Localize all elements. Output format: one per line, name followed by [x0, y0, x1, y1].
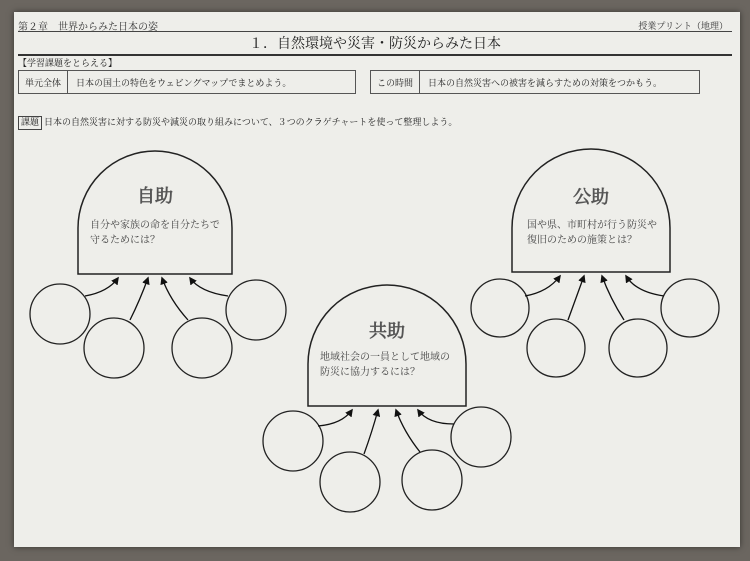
self-help-dome: [78, 151, 232, 274]
mutual-help-arrow-3: [396, 410, 420, 452]
unit-goal-label: 単元全体: [19, 71, 68, 93]
public-help-question-line2: 復旧のための施策とは？: [527, 235, 637, 246]
lesson-goal-label: この時間: [371, 71, 420, 93]
public-help-circle-3[interactable]: [609, 319, 667, 377]
chapter-heading: 第２章 世界からみた日本の姿: [18, 22, 158, 33]
public-help-circle-2[interactable]: [527, 319, 585, 377]
mutual-help-dome: [308, 285, 466, 406]
learning-task-section-label: 【学習課題をとらえる】: [18, 59, 118, 69]
self-help-question-line2: 守るためには？: [90, 235, 160, 246]
public-help-circle-1[interactable]: [471, 279, 529, 337]
worksheet-title: １．自然環境や災害・防災からみた日本: [249, 36, 501, 52]
self-help-arrow-4: [190, 278, 228, 296]
self-help-arrow-2: [130, 278, 148, 320]
mutual-help-arrow-1: [318, 410, 352, 426]
mutual-help-circle-2[interactable]: [320, 452, 380, 512]
mutual-help-title: 共助: [369, 321, 405, 342]
public-help-circle-4[interactable]: [661, 279, 719, 337]
public-help-arrow-1: [525, 276, 560, 296]
mutual-help-arrow-4: [418, 410, 454, 424]
unit-goal-text: 日本の国土の特色をウェビングマップでまとめよう。: [76, 78, 292, 89]
self-help-question: [90, 218, 220, 248]
mutual-help-question: [320, 350, 450, 380]
public-help-dome: [512, 149, 670, 272]
public-help-arrow-3: [602, 276, 624, 320]
mutual-help-question-line2: 防災に協力するには？: [320, 367, 420, 378]
public-help-arrow-2: [568, 276, 584, 320]
public-help-question-line1: 国や県、市町村が行う防災や: [527, 220, 657, 231]
public-help-question: [527, 218, 657, 248]
mutual-help-question-line1: 地域社会の一員として地域の: [320, 352, 450, 363]
mutual-help-circle-1[interactable]: [263, 411, 323, 471]
mutual-help-circle-3[interactable]: [402, 450, 462, 510]
self-help-arrow-3: [162, 278, 188, 320]
public-help-arrow-4: [626, 276, 664, 296]
mutual-help-arrow-2: [364, 410, 378, 454]
mutual-help-circle-4[interactable]: [451, 407, 511, 467]
print-type-label: 授業プリント（地理）: [638, 22, 728, 32]
self-help-circle-2[interactable]: [84, 318, 144, 378]
self-help-circle-1[interactable]: [30, 284, 90, 344]
self-help-title: 自助: [137, 186, 173, 207]
self-help-circle-3[interactable]: [172, 318, 232, 378]
self-help-arrow-1: [85, 278, 118, 296]
lesson-goal-text: 日本の自然災害への被害を減らすための対策をつかもう。: [428, 78, 663, 89]
public-help-title: 公助: [573, 187, 609, 208]
self-help-circle-4[interactable]: [226, 280, 286, 340]
task-instruction: 日本の自然災害に対する防災や減災の取り組みについて、３つのクラゲチャートを使って整理しよう。: [44, 118, 458, 128]
task-tag: 課題: [18, 116, 42, 130]
self-help-question-line1: 自分や家族の命を自分たちで: [90, 220, 220, 231]
